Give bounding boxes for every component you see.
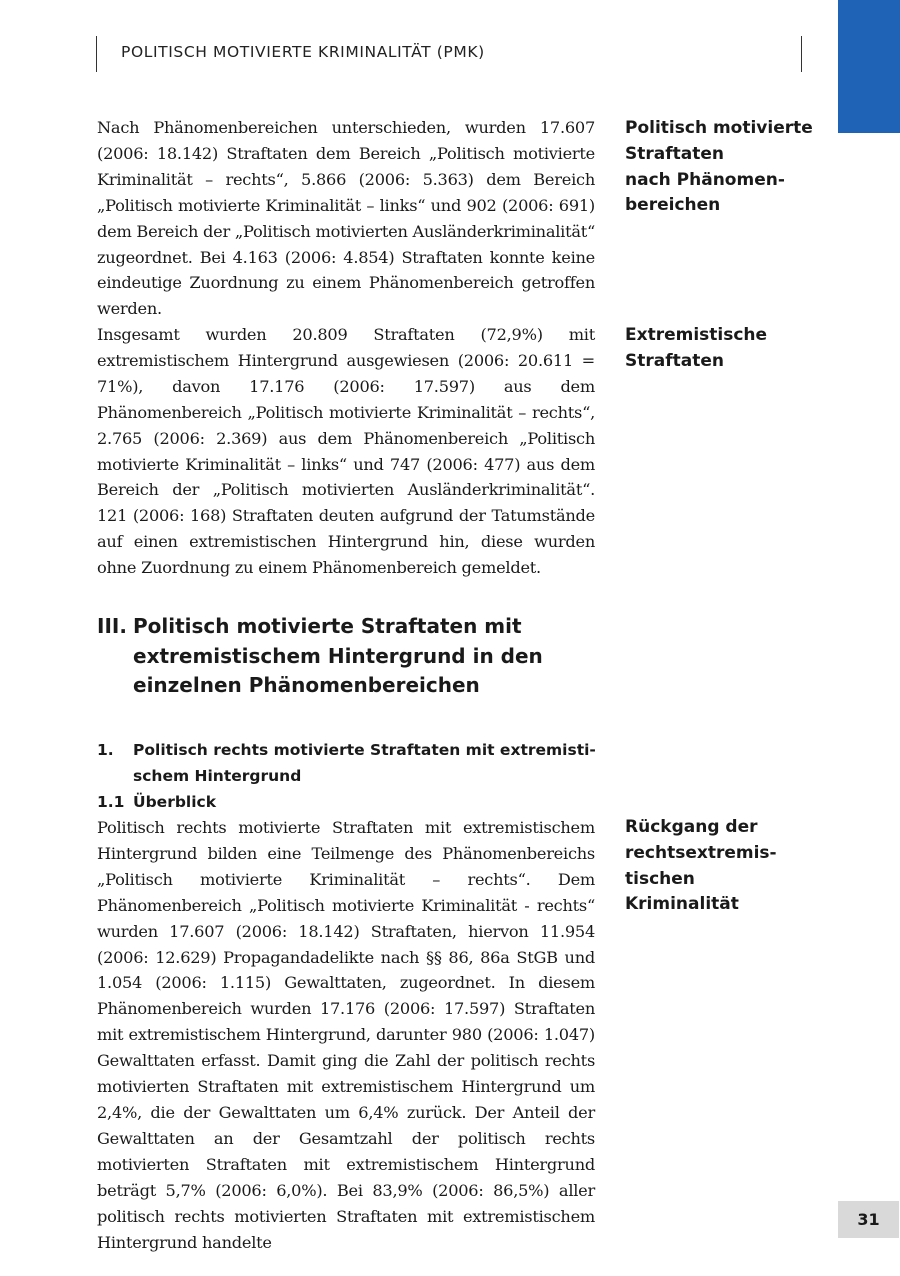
margin-note-line: Rückgang der: [625, 817, 758, 837]
subsection-number: 1.1: [97, 793, 125, 811]
margin-note-line: Politisch motivierte: [625, 118, 813, 138]
section-title-line: Politisch motivierte Straftaten mit: [133, 614, 522, 638]
margin-note-line: Extremistische: [625, 325, 768, 345]
subsection-title-line: schem Hintergrund: [133, 767, 302, 785]
margin-note-line: Straftaten: [625, 143, 724, 164]
subsection-number: 1.: [97, 741, 114, 759]
subsection-heading-1: [97, 737, 617, 789]
section-title-line: extremistischem Hintergrund in den: [133, 643, 543, 668]
margin-note-phaenomenbereiche: [625, 116, 820, 219]
section-title-line: einzelnen Phänomenbereichen: [133, 673, 480, 697]
margin-note-line: Kriminalität: [625, 894, 739, 915]
subsection-title: Überblick: [133, 793, 217, 811]
paragraph-phaenomenbereiche: Nach Phänomenbereichen unterschieden, wurden 17.607 (2006: 18.142) Straftaten dem Bereich „Politisch motivierte Kriminalität – rechts“, 5.866 (2006: 5.363) dem Bereich „Politisch motivierte Kriminalität – links“ und 902 (2006: 691) dem Bereich der „Politisch motivierten Ausländerkriminalität“ zugeordnet. Bei 4.163 (2006: 4.854) Straftaten konnte keine eindeutige Zuordnung zu einem Phänomenbereich getroffen werden.: [97, 118, 596, 319]
subsection-heading-1-1: [97, 789, 617, 815]
paragraph-extremistische-straftaten: Insgesamt wurden 20.809 Straftaten (72,9%) mit extremistischem Hintergrund ausgewiesen (2006: 20.611 = 71%), davon 17.176 (2006: 17.597) aus dem Phänomenbereich „Politisch motivierte Kriminalität – rechts“, 2.765 (2006: 2.369) aus dem Phänomenbereich „Politisch motivierte Kriminalität – links“ und 747 (2006: 477) aus dem Bereich der „Politisch motivierten Ausländerkriminalität“. 121 (2006: 168) Straftaten deuten aufgrund der Tatumstände auf einen extremistischen Hintergrund hin, diese wurden ohne Zuordnung zu einem Phänomenbereich gemeldet.: [97, 325, 595, 578]
page-number: 31: [838, 1201, 899, 1238]
margin-note-line: nach Phänomen-: [625, 169, 785, 190]
chapter-tab-marker: [838, 0, 900, 133]
header-rule-right: [801, 36, 802, 72]
paragraph-ueberblick: Politisch rechts motivierte Straftaten mit extremistischem Hintergrund bilden eine Teilmenge des Phänomenbereichs „Politisch motivierte Kriminalität – rechts“. Dem Phänomenbereich „Politisch motivierte Kriminalität - rechts“ wurden 17.607 (2006: 18.142) Straftaten, hiervon 11.954 (2006: 12.629) Propagandadelikte nach §§ 86, 86a StGB und 1.054 (2006: 1.115) Gewalttaten, zugeordnet. In diesem Phänomenbereich wurden 17.176 (2006: 17.597) Straftaten mit extremistischem Hintergrund, darunter 980 (2006: 1.047) Gewalttaten erfasst. Damit ging die Zahl der politisch rechts motivierten Straftaten mit extremistischem Hintergrund um 2,4%, die der Gewalttaten um 6,4% zurück. Der Anteil der Gewalttaten an der Gesamtzahl der politisch rechts motivierten Straftaten mit extremistischem Hintergrund beträgt 5,7% (2006: 6,0%). Bei 83,9% (2006: 86,5%) aller politisch rechts motivierten Straftaten mit extremistischem Hintergrund handelte: [97, 818, 595, 1252]
margin-note-line: bereichen: [625, 195, 721, 216]
running-header: POLITISCH MOTIVIERTE KRIMINALITÄT (PMK): [121, 43, 485, 61]
header-rule-left: [96, 36, 97, 72]
section-heading-iii: [97, 612, 617, 701]
margin-note-extremistische: [625, 323, 820, 375]
margin-note-line: Straftaten: [625, 350, 724, 371]
subsection-title-line: Politisch rechts motivierte Straftaten mit extremisti-: [133, 741, 596, 759]
margin-note-line: rechtsextremis-: [625, 842, 777, 863]
margin-note-rueckgang: [625, 815, 820, 918]
margin-note-line: tischen: [625, 868, 695, 889]
section-number: III.: [97, 614, 127, 638]
